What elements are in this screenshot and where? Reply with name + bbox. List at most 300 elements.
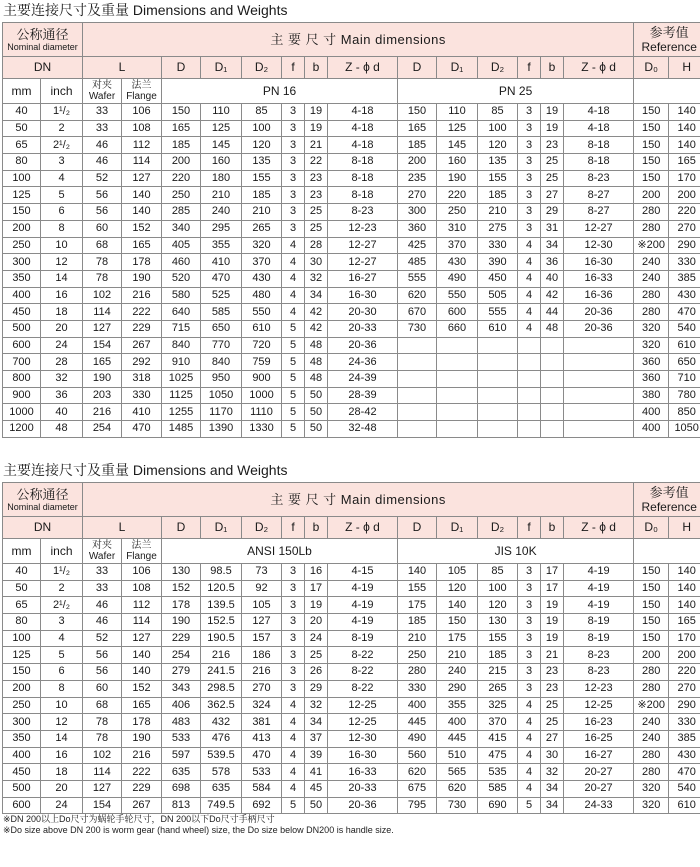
table-cell: 12-30 — [328, 730, 398, 747]
flange-en: Flange — [126, 91, 157, 102]
table-cell: 25 — [305, 204, 328, 221]
table-cell: 540 — [669, 320, 700, 337]
table-cell: 8-18 — [328, 187, 398, 204]
table-cell: 600 — [3, 337, 41, 354]
table-cell: 710 — [669, 371, 700, 388]
table-cell: 413 — [242, 730, 282, 747]
table-cell: 470 — [669, 304, 700, 321]
table-cell: 37 — [305, 730, 328, 747]
table-cell: 3 — [282, 580, 305, 597]
table-cell: 250 — [398, 647, 437, 664]
table-cell: 78 — [83, 254, 122, 271]
table-cell: 565 — [437, 764, 478, 781]
table-cell: 8-19 — [564, 630, 634, 647]
unit-mm: mm — [3, 79, 41, 104]
table-cell: 210 — [478, 204, 518, 221]
table-cell: 140 — [669, 104, 700, 121]
col-header: D — [398, 517, 437, 539]
table-cell: 350 — [3, 730, 41, 747]
table-cell: 190 — [122, 730, 162, 747]
table-cell: 250 — [162, 187, 201, 204]
table-cell: 106 — [122, 564, 162, 581]
table-cell — [564, 371, 634, 388]
table-cell: 320 — [634, 320, 669, 337]
table-cell: 795 — [398, 797, 437, 814]
table-cell: 298.5 — [201, 680, 242, 697]
table-cell: 4 — [518, 780, 541, 797]
table-cell: 185 — [478, 647, 518, 664]
nominal-cn: 公称通径 — [16, 26, 69, 42]
table-cell: 19 — [541, 597, 564, 614]
table-cell: 476 — [201, 730, 242, 747]
table-cell: 220 — [437, 187, 478, 204]
table-cell: 222 — [122, 764, 162, 781]
table-cell: 200 — [669, 187, 700, 204]
table-cell — [564, 337, 634, 354]
table-cell: 29 — [305, 680, 328, 697]
table-cell: 200 — [162, 154, 201, 171]
table-cell: 4 — [41, 630, 83, 647]
table-cell: 152 — [122, 680, 162, 697]
table-cell: 20 — [41, 320, 83, 337]
table-cell: 560 — [398, 747, 437, 764]
table-cell: 4 — [518, 254, 541, 271]
table-cell: 44 — [541, 304, 564, 321]
table-cell: 5 — [282, 320, 305, 337]
table-cell: 265 — [478, 680, 518, 697]
col-header: D — [162, 57, 201, 79]
table-cell: 160 — [201, 154, 242, 171]
table-cell: 578 — [201, 764, 242, 781]
table-cell: 20-36 — [564, 320, 634, 337]
table-cell: 5 — [518, 797, 541, 814]
table-cell: 155 — [242, 170, 282, 187]
table-cell: 106 — [122, 104, 162, 121]
table-cell: 4-19 — [328, 597, 398, 614]
table-cell: 370 — [478, 714, 518, 731]
table-cell: 330 — [478, 237, 518, 254]
table-cell — [518, 371, 541, 388]
table-cell: 32 — [541, 764, 564, 781]
table-cell: 150 — [634, 104, 669, 121]
table-cell: 216 — [83, 404, 122, 421]
table-cell: 135 — [242, 154, 282, 171]
table-cell: 279 — [162, 664, 201, 681]
table-cell: 20-36 — [328, 337, 398, 354]
table-cell: 150 — [634, 630, 669, 647]
table-cell: 8-23 — [564, 647, 634, 664]
table-cell: 40 — [541, 270, 564, 287]
table-cell: 178 — [122, 714, 162, 731]
table-cell: 40 — [3, 564, 41, 581]
table-cell: 150 — [634, 137, 669, 154]
table-cell: 320 — [242, 237, 282, 254]
dimensions-section-2 — [0, 460, 700, 836]
table-cell — [398, 404, 437, 421]
table-cell: 300 — [3, 714, 41, 731]
table-cell: 12-25 — [328, 697, 398, 714]
table-cell: 620 — [398, 764, 437, 781]
table-cell — [398, 337, 437, 354]
table-cell: 2¹/₂ — [41, 137, 83, 154]
table-cell — [518, 387, 541, 404]
table-cell: 4-19 — [328, 614, 398, 631]
table-cell: 100 — [242, 120, 282, 137]
table-cell: 65 — [3, 137, 41, 154]
table-cell — [437, 371, 478, 388]
table-cell: 3 — [518, 630, 541, 647]
table-cell: 3 — [282, 630, 305, 647]
col-l: L — [83, 57, 162, 79]
table-row — [3, 697, 700, 714]
col-header: Z - ϕ d — [564, 57, 634, 79]
flange-cn: 法兰 — [131, 540, 152, 551]
table-cell: 480 — [242, 287, 282, 304]
table-cell — [478, 337, 518, 354]
table-cell: 165 — [669, 614, 700, 631]
table-cell: 8-22 — [328, 647, 398, 664]
col-header: Z - ϕ d — [328, 517, 398, 539]
table-cell: 200 — [3, 680, 41, 697]
table-cell: 5 — [282, 371, 305, 388]
table-cell: 4 — [282, 287, 305, 304]
table-cell: 56 — [83, 187, 122, 204]
table-cell: 16-27 — [328, 270, 398, 287]
table-cell: 690 — [478, 797, 518, 814]
table-cell — [398, 354, 437, 371]
table-cell: 1255 — [162, 404, 201, 421]
table-cell: 12-30 — [564, 237, 634, 254]
table-cell: 240 — [437, 664, 478, 681]
table-row — [3, 270, 700, 287]
table-cell: 265 — [242, 220, 282, 237]
table-cell: 5 — [41, 187, 83, 204]
table-cell: 620 — [437, 780, 478, 797]
table-cell: 4 — [518, 714, 541, 731]
table-cell: 400 — [634, 421, 669, 438]
table-cell: 8 — [41, 680, 83, 697]
table-cell: 210 — [398, 630, 437, 647]
table-cell: 23 — [541, 137, 564, 154]
table-cell: 610 — [669, 337, 700, 354]
nominal-diameter-header — [3, 23, 83, 57]
table-cell: 950 — [201, 371, 242, 388]
table-cell: 33 — [83, 580, 122, 597]
table-cell: 355 — [201, 237, 242, 254]
table-cell: 235 — [398, 170, 437, 187]
section-title: 主要连接尺寸及重量 Dimensions and Weights — [3, 462, 288, 478]
table-cell: 215 — [478, 664, 518, 681]
table-cell: 430 — [437, 254, 478, 271]
table-cell: 152 — [162, 580, 201, 597]
table-cell: 16-25 — [564, 730, 634, 747]
table-cell: 130 — [478, 614, 518, 631]
table-cell — [541, 337, 564, 354]
table-cell: 250 — [437, 204, 478, 221]
table-cell — [541, 421, 564, 438]
col-header: D₂ — [478, 517, 518, 539]
table-cell: 4-18 — [328, 137, 398, 154]
standard-a-label: ANSI 150Lb — [162, 539, 398, 564]
reference-cn: 参考值 — [649, 25, 689, 40]
table-cell: 12-23 — [564, 680, 634, 697]
table-cell: 33 — [83, 104, 122, 121]
table-row — [3, 337, 700, 354]
standard-b-label: PN 25 — [398, 79, 634, 104]
table-cell: 5 — [282, 421, 305, 438]
table-cell: 330 — [669, 254, 700, 271]
table-cell: 1000 — [242, 387, 282, 404]
table-cell: 240 — [634, 714, 669, 731]
table-cell: 127 — [242, 614, 282, 631]
col-header: H — [669, 517, 700, 539]
table-cell: 4 — [518, 697, 541, 714]
table-cell: 4 — [282, 714, 305, 731]
col-header: D₁ — [437, 517, 478, 539]
table-cell — [541, 371, 564, 388]
table-cell: 100 — [478, 580, 518, 597]
table-cell: 65 — [3, 597, 41, 614]
table-cell: 385 — [669, 730, 700, 747]
table-cell: 12 — [41, 714, 83, 731]
table-cell: 16-36 — [564, 287, 634, 304]
table-cell: 3 — [518, 664, 541, 681]
table-cell: 19 — [305, 597, 328, 614]
table-row — [3, 647, 700, 664]
table-cell: 8-23 — [564, 664, 634, 681]
col-header: b — [305, 517, 328, 539]
table-cell: 56 — [83, 647, 122, 664]
table-cell: 539.5 — [201, 747, 242, 764]
table-cell: 4 — [518, 270, 541, 287]
table-cell: 550 — [242, 304, 282, 321]
table-cell: 27 — [541, 187, 564, 204]
reference-header — [634, 483, 700, 517]
col-header: D₁ — [201, 517, 242, 539]
table-cell — [437, 387, 478, 404]
table-cell: 432 — [201, 714, 242, 731]
table-cell: 285 — [162, 204, 201, 221]
main-dimensions-header: 主 要 尺 寸 Main dimensions — [83, 23, 634, 57]
table-cell: 360 — [398, 220, 437, 237]
table-cell: 165 — [83, 354, 122, 371]
table-cell: 12-27 — [328, 254, 398, 271]
table-cell: 46 — [83, 614, 122, 631]
table-cell: 3 — [518, 170, 541, 187]
table-cell: 4 — [518, 320, 541, 337]
table-cell: 170 — [669, 170, 700, 187]
table-cell: 39 — [305, 747, 328, 764]
table-cell: 23 — [305, 170, 328, 187]
table-cell: 254 — [83, 421, 122, 438]
table-cell: 600 — [3, 797, 41, 814]
table-cell: 400 — [398, 697, 437, 714]
table-cell: 310 — [437, 220, 478, 237]
table-cell: 280 — [634, 680, 669, 697]
table-cell: 430 — [242, 270, 282, 287]
table-cell: 1330 — [242, 421, 282, 438]
table-cell: 343 — [162, 680, 201, 697]
table-cell: 46 — [83, 137, 122, 154]
table-cell: 20 — [305, 614, 328, 631]
table-cell: 5 — [282, 337, 305, 354]
table-cell: 533 — [162, 730, 201, 747]
table-cell: 23 — [541, 664, 564, 681]
table-cell: 52 — [83, 170, 122, 187]
unit-mm: mm — [3, 539, 41, 564]
table-cell: 4-18 — [328, 120, 398, 137]
table-cell: 292 — [122, 354, 162, 371]
table-cell: 325 — [478, 697, 518, 714]
table-cell: 8-19 — [564, 614, 634, 631]
table-cell: 19 — [541, 120, 564, 137]
table-cell: 48 — [305, 371, 328, 388]
table-cell: 555 — [478, 304, 518, 321]
table-cell: 3 — [518, 564, 541, 581]
table-cell: 33 — [83, 564, 122, 581]
table-cell: 3 — [282, 664, 305, 681]
table-cell: 4 — [282, 730, 305, 747]
table-cell: 60 — [83, 680, 122, 697]
reference-header — [634, 23, 700, 57]
standard-a-label: PN 16 — [162, 79, 398, 104]
table-cell: 4 — [518, 237, 541, 254]
table-cell: 165 — [122, 697, 162, 714]
table-cell: 140 — [122, 187, 162, 204]
table-body — [3, 23, 700, 438]
table-cell: 610 — [478, 320, 518, 337]
table-cell: 10 — [41, 237, 83, 254]
table-cell: 114 — [83, 764, 122, 781]
table-cell: 4-19 — [564, 564, 634, 581]
table-cell: 50 — [305, 797, 328, 814]
table-row — [3, 664, 700, 681]
table-cell: 620 — [398, 287, 437, 304]
table-cell: 140 — [437, 597, 478, 614]
table-cell: 490 — [398, 730, 437, 747]
table-cell: 185 — [478, 187, 518, 204]
table-cell: 150 — [634, 564, 669, 581]
table-cell: 150 — [634, 580, 669, 597]
table-cell: 450 — [478, 270, 518, 287]
table-cell: 150 — [3, 664, 41, 681]
table-cell: 370 — [437, 237, 478, 254]
table-row — [3, 104, 700, 121]
table-cell: 120 — [437, 580, 478, 597]
table-cell: 330 — [669, 714, 700, 731]
table-cell: 4-18 — [564, 104, 634, 121]
table-cell: 580 — [162, 287, 201, 304]
table-cell: 157 — [242, 630, 282, 647]
table-cell: 3 — [282, 170, 305, 187]
table-cell: 222 — [122, 304, 162, 321]
table-cell: 250 — [3, 697, 41, 714]
table-cell: 52 — [83, 630, 122, 647]
col-header: f — [518, 57, 541, 79]
table-cell: 85 — [478, 104, 518, 121]
table-cell: 50 — [3, 580, 41, 597]
table-cell: 19 — [305, 120, 328, 137]
table-cell: 320 — [634, 797, 669, 814]
table-cell: 555 — [398, 270, 437, 287]
table-cell: 34 — [541, 237, 564, 254]
table-cell: 155 — [478, 630, 518, 647]
table-cell: 16-33 — [564, 270, 634, 287]
table-cell: 200 — [634, 647, 669, 664]
dimensions-table — [2, 482, 700, 814]
table-cell: 425 — [398, 237, 437, 254]
table-cell: 324 — [242, 697, 282, 714]
table-cell: 490 — [437, 270, 478, 287]
table-cell: 10 — [41, 697, 83, 714]
table-cell: 32 — [305, 270, 328, 287]
table-cell: 24-36 — [328, 354, 398, 371]
table-cell: 20-27 — [564, 764, 634, 781]
table-cell: 105 — [437, 564, 478, 581]
table-cell: 280 — [398, 664, 437, 681]
table-cell: 110 — [437, 104, 478, 121]
col-header: D₀ — [634, 57, 669, 79]
table-cell: 127 — [83, 320, 122, 337]
table-cell: 50 — [305, 421, 328, 438]
table-cell: 730 — [398, 320, 437, 337]
table-cell: 540 — [669, 780, 700, 797]
table-cell: 430 — [669, 747, 700, 764]
table-cell: 150 — [634, 170, 669, 187]
table-cell: 759 — [242, 354, 282, 371]
col-header: D₁ — [201, 57, 242, 79]
table-cell: 900 — [242, 371, 282, 388]
table-cell: 8-27 — [564, 204, 634, 221]
table-cell: 16-23 — [564, 714, 634, 731]
table-cell: 270 — [669, 680, 700, 697]
table-cell: 152 — [122, 220, 162, 237]
table-cell: 290 — [437, 680, 478, 697]
table-cell — [437, 337, 478, 354]
table-cell: 190 — [162, 614, 201, 631]
table-cell: 770 — [201, 337, 242, 354]
table-cell: 100 — [478, 120, 518, 137]
table-cell — [564, 354, 634, 371]
table-cell: 19 — [305, 104, 328, 121]
table-cell: 150 — [634, 120, 669, 137]
table-cell: 698 — [162, 780, 201, 797]
col-header: D₁ — [437, 57, 478, 79]
table-cell: 8-23 — [328, 204, 398, 221]
table-row — [3, 580, 700, 597]
table-cell: 813 — [162, 797, 201, 814]
table-cell: 290 — [669, 697, 700, 714]
table-cell: 240 — [634, 270, 669, 287]
nominal-en: Nominal diameter — [7, 501, 78, 512]
table-cell: 20 — [41, 780, 83, 797]
table-cell: 185 — [242, 187, 282, 204]
table-cell — [541, 354, 564, 371]
table-cell: 330 — [122, 387, 162, 404]
table-cell: 295 — [201, 220, 242, 237]
table-cell: 385 — [669, 270, 700, 287]
table-cell: 152.5 — [201, 614, 242, 631]
table-cell: 3 — [282, 154, 305, 171]
table-cell: 430 — [669, 287, 700, 304]
table-cell: 19 — [541, 630, 564, 647]
table-cell: 5 — [282, 387, 305, 404]
table-cell: 19 — [541, 614, 564, 631]
table-row — [3, 730, 700, 747]
table-cell: 4-18 — [564, 120, 634, 137]
table-cell: 8-22 — [328, 664, 398, 681]
col-header: D — [398, 57, 437, 79]
